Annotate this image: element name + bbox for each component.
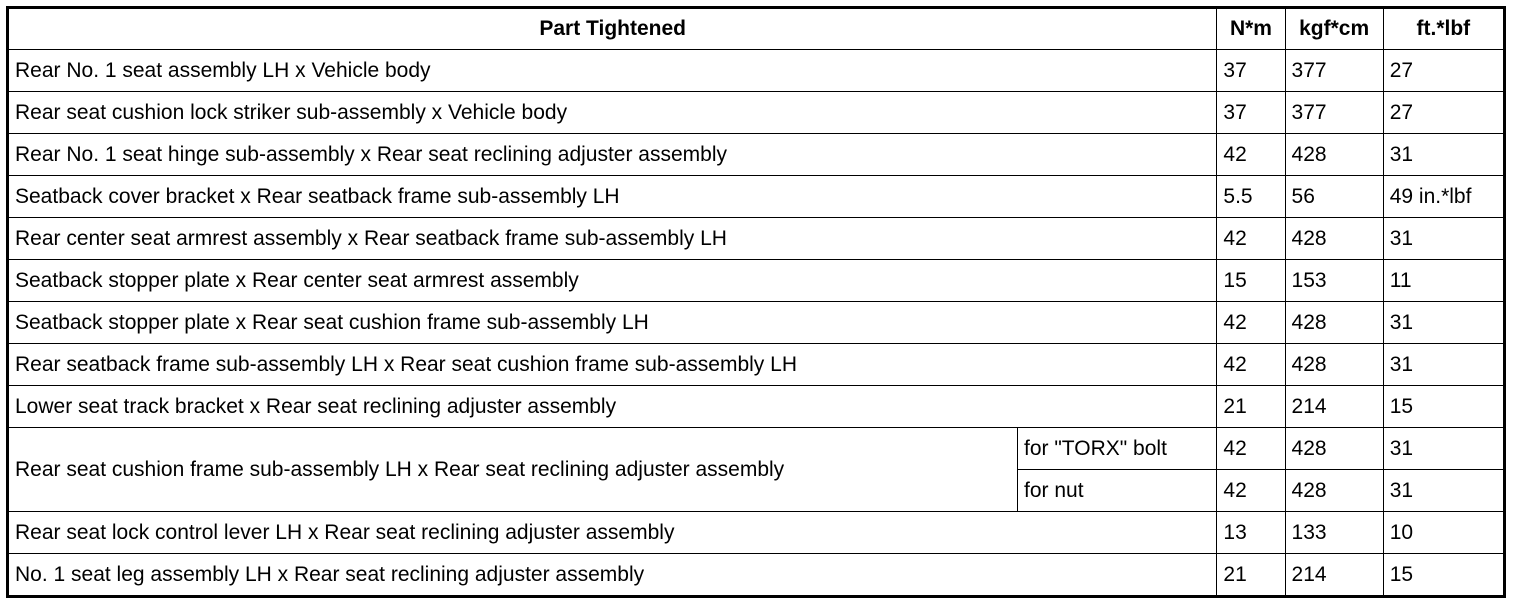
table-row: [8, 91, 1505, 133]
ft-lbf-cell: 11: [1383, 259, 1504, 301]
ft-lbf-cell: 31: [1383, 217, 1504, 259]
kgf-cm-cell: 428: [1285, 217, 1383, 259]
part-cell: Seatback stopper plate x Rear seat cushion frame sub-assembly LH: [8, 301, 1217, 343]
header-kgf-cm: kgf*cm: [1285, 8, 1383, 50]
kgf-cm-cell: 214: [1285, 385, 1383, 427]
table-row: [8, 511, 1505, 553]
ft-lbf-cell: 15: [1383, 553, 1504, 596]
ft-lbf-cell: 31: [1383, 343, 1504, 385]
ft-lbf-cell: 31: [1383, 133, 1504, 175]
part-cell: No. 1 seat leg assembly LH x Rear seat reclining adjuster assembly: [8, 553, 1217, 596]
part-cell: Rear center seat armrest assembly x Rear seatback frame sub-assembly LH: [8, 217, 1217, 259]
part-cell: Rear No. 1 seat hinge sub-assembly x Rear seat reclining adjuster assembly: [8, 133, 1217, 175]
kgf-cm-cell: 133: [1285, 511, 1383, 553]
nm-cell: 42: [1217, 217, 1285, 259]
ft-lbf-cell: 31: [1383, 427, 1504, 469]
nm-cell: 42: [1217, 343, 1285, 385]
nm-cell: 42: [1217, 301, 1285, 343]
kgf-cm-cell: 428: [1285, 343, 1383, 385]
table-row: [8, 385, 1505, 427]
header-part-tightened: Part Tightened: [8, 8, 1217, 50]
nm-cell: 42: [1217, 469, 1285, 511]
part-cell: Rear seat cushion lock striker sub-assembly x Vehicle body: [8, 91, 1217, 133]
ft-lbf-cell: 27: [1383, 91, 1504, 133]
nm-cell: 21: [1217, 385, 1285, 427]
kgf-cm-cell: 377: [1285, 91, 1383, 133]
part-cell: Seatback stopper plate x Rear center seat armrest assembly: [8, 259, 1217, 301]
ft-lbf-cell: 15: [1383, 385, 1504, 427]
kgf-cm-cell: 56: [1285, 175, 1383, 217]
nm-cell: 13: [1217, 511, 1285, 553]
table-row: [8, 50, 1505, 92]
table-row: [8, 301, 1505, 343]
part-cell: Rear seat lock control lever LH x Rear seat reclining adjuster assembly: [8, 511, 1217, 553]
part-cell: Rear seat cushion frame sub-assembly LH x Rear seat reclining adjuster assembly: [8, 427, 1018, 511]
ft-lbf-cell: 49 in.*lbf: [1383, 175, 1504, 217]
kgf-cm-cell: 428: [1285, 301, 1383, 343]
nm-cell: 42: [1217, 133, 1285, 175]
torque-specification-table: [6, 6, 1506, 598]
nm-cell: 15: [1217, 259, 1285, 301]
table-row: [8, 259, 1505, 301]
header-nm: N*m: [1217, 8, 1285, 50]
kgf-cm-cell: 428: [1285, 133, 1383, 175]
nm-cell: 5.5: [1217, 175, 1285, 217]
nm-cell: 21: [1217, 553, 1285, 596]
header-ft-lbf: ft.*lbf: [1383, 8, 1504, 50]
table-header-row: [8, 8, 1505, 50]
kgf-cm-cell: 428: [1285, 469, 1383, 511]
kgf-cm-cell: 153: [1285, 259, 1383, 301]
nm-cell: 37: [1217, 50, 1285, 92]
kgf-cm-cell: 214: [1285, 553, 1383, 596]
ft-lbf-cell: 31: [1383, 301, 1504, 343]
table-row: [8, 175, 1505, 217]
table-row: [8, 553, 1505, 596]
part-cell: Seatback cover bracket x Rear seatback frame sub-assembly LH: [8, 175, 1217, 217]
table-row: [8, 343, 1505, 385]
kgf-cm-cell: 377: [1285, 50, 1383, 92]
table-row-split-torx: [8, 427, 1505, 469]
table-row: [8, 217, 1505, 259]
nm-cell: 42: [1217, 427, 1285, 469]
part-cell: Rear No. 1 seat assembly LH x Vehicle body: [8, 50, 1217, 92]
ft-lbf-cell: 31: [1383, 469, 1504, 511]
part-cell: Lower seat track bracket x Rear seat reclining adjuster assembly: [8, 385, 1217, 427]
fastener-type-cell: for nut: [1018, 469, 1217, 511]
kgf-cm-cell: 428: [1285, 427, 1383, 469]
ft-lbf-cell: 27: [1383, 50, 1504, 92]
ft-lbf-cell: 10: [1383, 511, 1504, 553]
fastener-type-cell: for "TORX" bolt: [1018, 427, 1217, 469]
table-row: [8, 133, 1505, 175]
part-cell: Rear seatback frame sub-assembly LH x Rear seat cushion frame sub-assembly LH: [8, 343, 1217, 385]
nm-cell: 37: [1217, 91, 1285, 133]
